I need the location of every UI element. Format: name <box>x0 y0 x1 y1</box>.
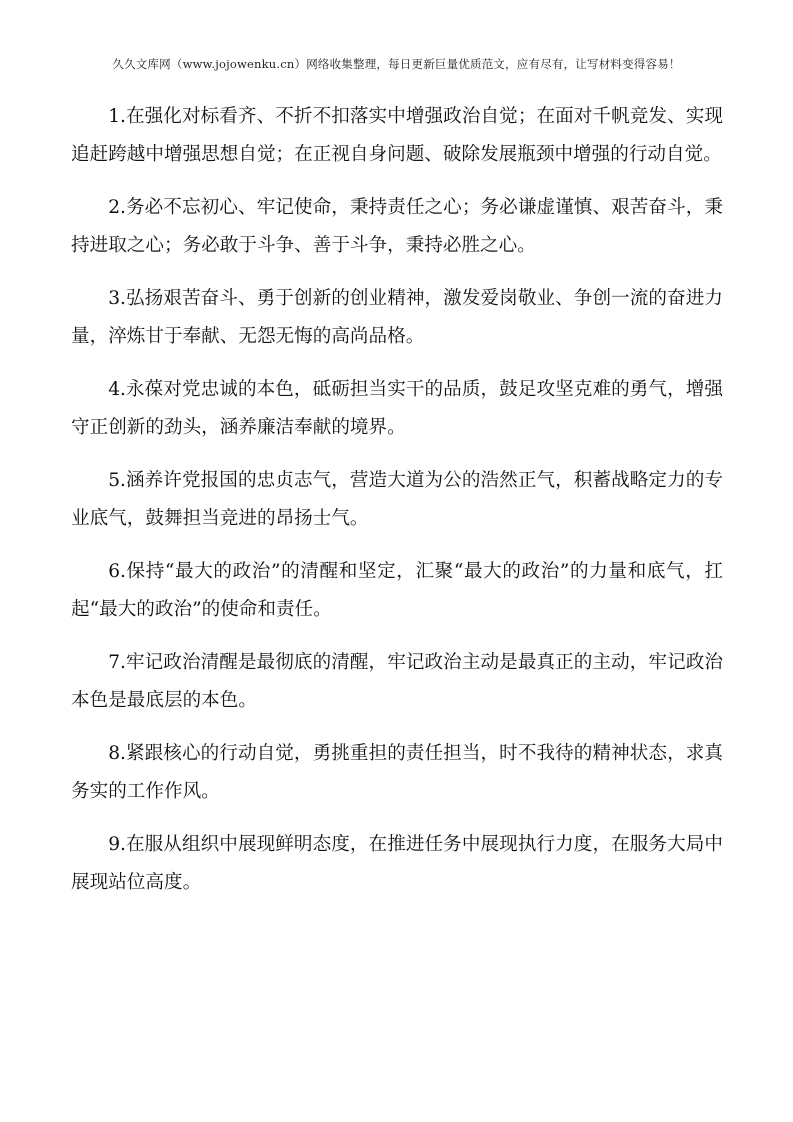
paragraph-4: 4.永葆对党忠诚的本色，砥砺担当实干的品质，鼓足攻坚克难的勇气，增强守正创新的劲头，涵养廉洁奉献的境界。 <box>71 379 723 438</box>
paragraph-5: 5.涵养许党报国的忠贞志气，营造大道为公的浩然正气，积蓄战略定力的专业底气，鼓舞担当竞进的昂扬士气。 <box>71 470 723 529</box>
paragraph-8: 8.紧跟核心的行动自觉，勇挑重担的责任担当，时不我待的精神状态，求真务实的工作作风。 <box>71 743 723 802</box>
paragraph-1: 1.在强化对标看齐、不折不扣落实中增强政治自觉；在面对千帆竞发、实现追赶跨越中增强思想自觉；在正视自身问题、破除发展瓶颈中增强的行动自觉。 <box>71 106 723 165</box>
paragraph-2: 2.务必不忘初心、牢记使命，秉持责任之心；务必谦虚谨慎、艰苦奋斗，秉持进取之心；务必敢于斗争、善于斗争，秉持必胜之心。 <box>71 197 723 256</box>
paragraph-6: 6.保持“最大的政治”的清醒和坚定，汇聚“最大的政治”的力量和底气，扛起“最大的政治”的使命和责任。 <box>71 561 723 620</box>
paragraph-9: 9.在服从组织中展现鲜明态度，在推进任务中展现执行力度，在服务大局中展现站位高度。 <box>71 834 723 893</box>
document-body <box>71 98 723 917</box>
paragraph-7: 7.牢记政治清醒是最彻底的清醒，牢记政治主动是最真正的主动，牢记政治本色是最底层的本色。 <box>71 652 723 711</box>
paragraph-3: 3.弘扬艰苦奋斗、勇于创新的创业精神，激发爱岗敬业、争创一流的奋进力量，淬炼甘于奉献、无怨无悔的高尚品格。 <box>71 288 723 347</box>
page-header: 久久文库网（www.jojowenku.cn）网络收集整理，每日更新巨量优质范文，应有尽有，让写材料变得容易！ <box>112 57 681 71</box>
